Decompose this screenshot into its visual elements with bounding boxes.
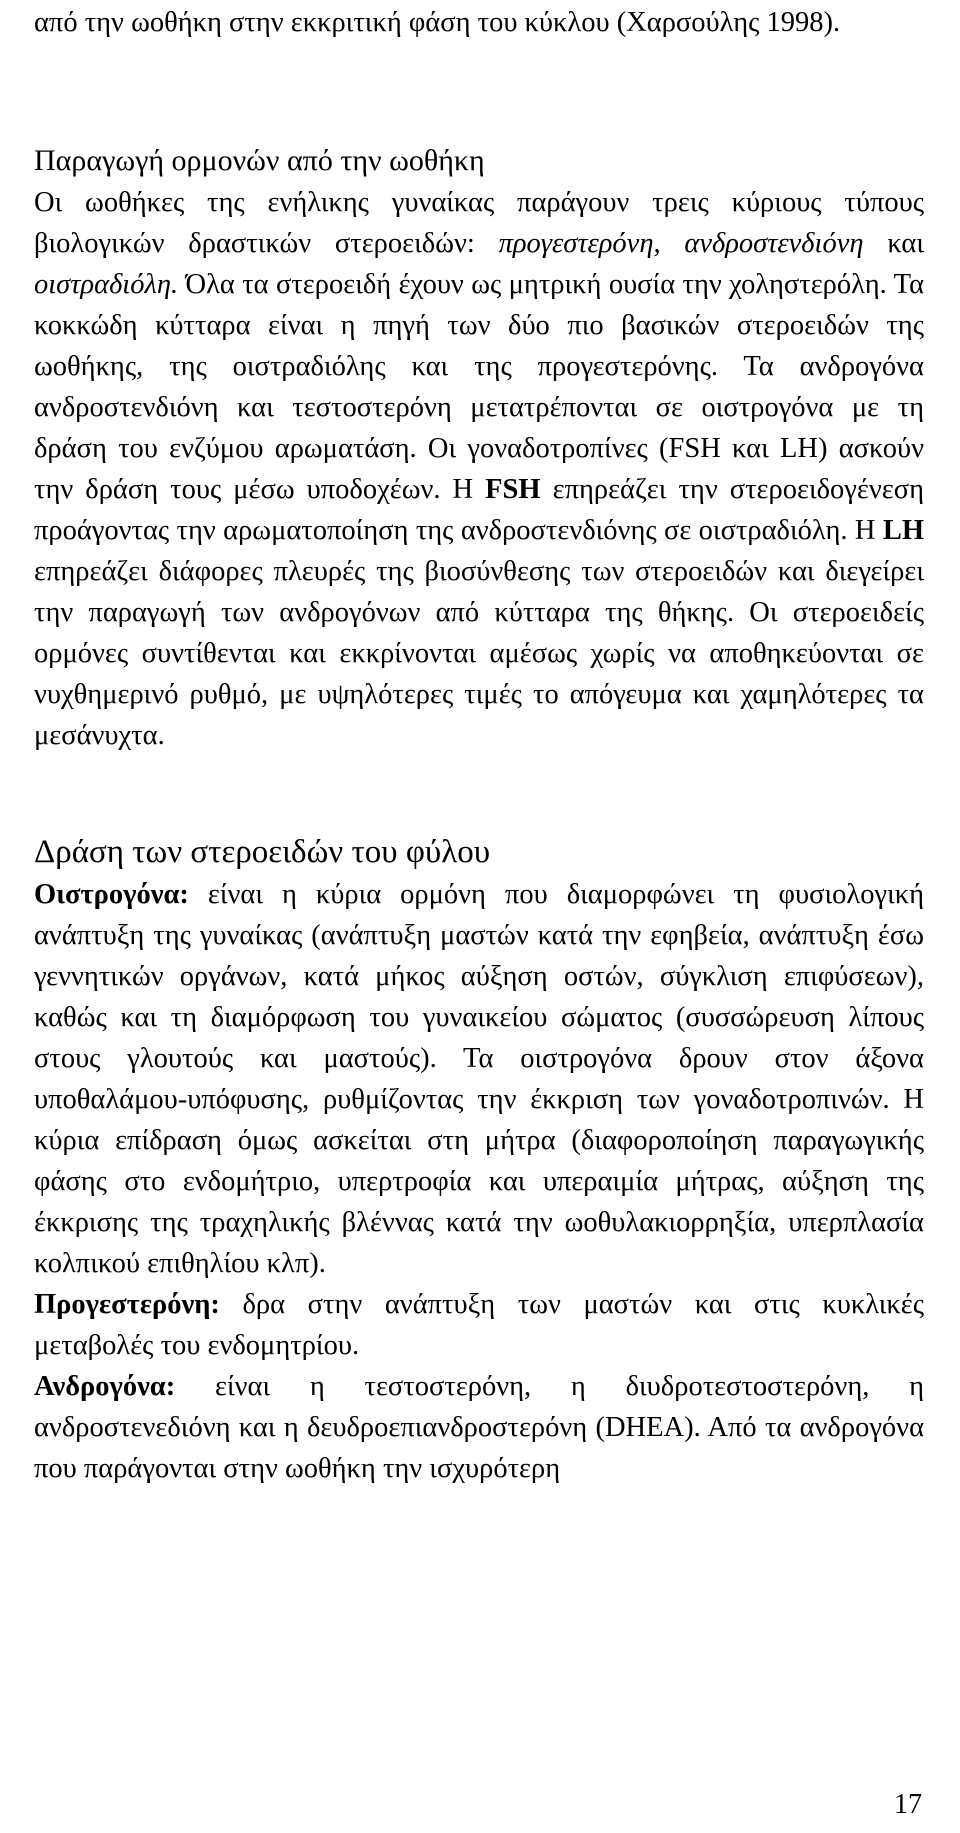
fsh-bold: FSH [485, 474, 541, 505]
section-heading-hormone-production: Παραγωγή ορμονών από την ωοθήκη [34, 144, 485, 177]
estrogens-paragraph [34, 874, 924, 1284]
top-paragraph: από την ωοθήκη στην εκκριτική φάση του κύκλου (Χαρσούλης 1998). [34, 7, 841, 38]
steroid-names-italic-1: προγεστερόνη, ανδροστενδιόνη [498, 228, 864, 259]
progesterone-label: Προγεστερόνη: [34, 1289, 220, 1320]
lh-bold: LH [882, 515, 924, 546]
progesterone-text: δρα στην ανάπτυξη των μαστών και στις κυκλικές μεταβολές του ενδομητρίου. [34, 1289, 924, 1361]
hormone-production-paragraph [34, 182, 924, 756]
hormone-production-text [34, 182, 924, 756]
steroid-body-text-3: επηρεάζει διάφορες πλευρές της βιοσύνθεσης των στεροειδών και διεγείρει την παραγωγή των ανδρογόνων από κύτταρα της θήκης. Οι στεροειδείς ορμόνες συντίθενται και εκκρίνονται αμέσως χωρίς να αποθηκεύονται σε νυχθημερινό ρυθμό, με υψηλότερες τιμές το απόγευμα και χαμηλότερες τα μεσάνυχτα. [34, 556, 924, 751]
sex-steroid-action-section [34, 874, 924, 1489]
section-heading-sex-steroid-action: Δράση των στεροειδών του φύλου [34, 834, 491, 870]
steroid-names-italic-2: οιστραδιόλη. [34, 269, 179, 300]
androgens-label: Ανδρογόνα: [34, 1371, 176, 1402]
steroid-body-text-1: Όλα τα στεροειδή έχουν ως μητρική ουσία την χοληστερόλη. Τα κοκκώδη κύτταρα είναι η πηγή των δύο πιο βασικών στεροειδών της ωοθήκης, της οιστραδιόλης και της προγεστερόνης. Τα ανδρογόνα ανδροστενδιόνη και τεστοστερόνη μετατρέπονται σε οιστρογόνα με τη δράση του ενζύμου αρωματάση. Οι γοναδοτροπίνες (FSH και LH) ασκούν την δράση τους μέσω υποδοχέων. Η [34, 269, 925, 505]
estrogens-text: είναι η κύρια ορμόνη που διαμορφώνει τη φυσιολογική ανάπτυξη της γυναίκας (ανάπτυξη μαστών κατά την εφηβεία, ανάπτυξη έσω γεννητικών οργάνων, κατά μήκος αύξηση οστών, σύγκλιση επιφύσεων), καθώς και τη διαμόρφωση του γυναικείου σώματος (συσσώρευση λίπους στους γλουτούς και μαστούς). Τα οιστρογόνα δρουν στον άξονα υποθαλάμου-υπόφυσης, ρυθμίζοντας την έκκριση των γοναδοτροπινών. Η κύρια επίδραση όμως ασκείται στη μήτρα (διαφοροποίηση παραγωγικής φάσης στο ενδομήτριο, υπερτροφία και υπεραιμία μήτρας, αύξηση της έκκρισης της τραχηλικής βλέννας κατά την ωοθυλακιορρηξία, υπερπλασία κολπικού επιθηλίου κλπ). [34, 879, 924, 1279]
androgens-text: είναι η τεστοστερόνη, η διυδροτεστοστερόνη, η ανδροστενεδιόνη και η δευδροεπιανδροστερόνη (DHEA). Από τα ανδρογόνα που παράγονται στην ωοθήκη την ισχυρότερη [34, 1371, 925, 1484]
progesterone-paragraph [34, 1284, 924, 1366]
androgens-paragraph [34, 1366, 924, 1489]
conjunction-text: και [887, 228, 925, 259]
steroid-body-text-2: επηρεάζει την στεροειδογένεση προάγοντας την αρωματοποίηση της ανδροστενδιόνης σε οιστραδιόλη. Η [34, 474, 924, 546]
page-number: 17 [894, 1789, 922, 1820]
estrogens-label: Οιστρογόνα: [34, 879, 189, 910]
steroid-intro-text: Οι ωοθήκες της ενήλικης γυναίκας παράγουν τρεις κύριους τύπους βιολογικών δραστικών στεροειδών: [34, 187, 924, 259]
intro-paragraph [34, 2, 924, 43]
